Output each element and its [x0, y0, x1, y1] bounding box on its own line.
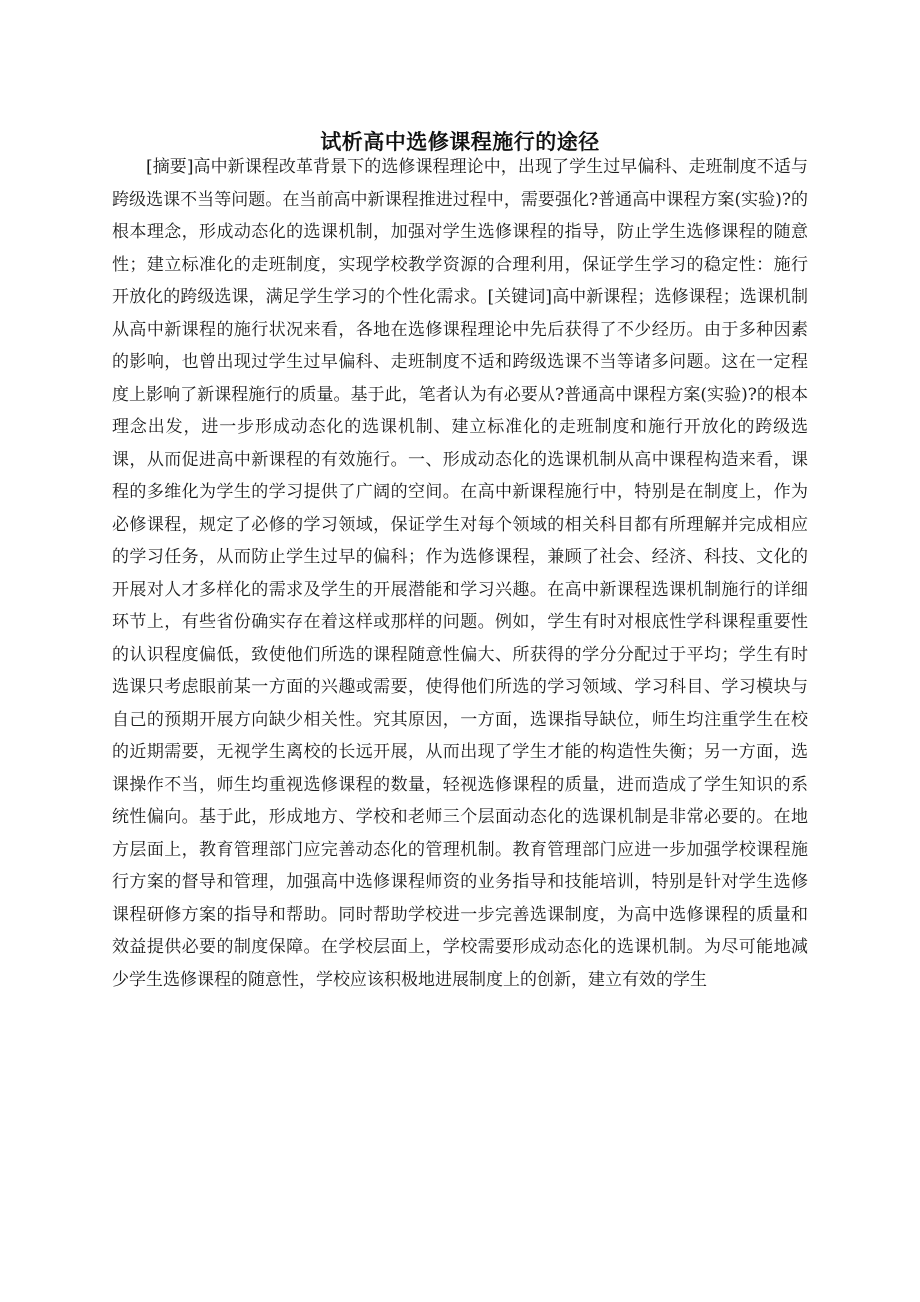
body-paragraph: [摘要]高中新课程改革背景下的选修课程理论中，出现了学生过早偏科、走班制度不适与跨级选课不当等问题。在当前高中新课程推进过程中，需要强化?普通高中课程方案(实验)?的根本理念，形成动态化的选课机制，加强对学生选修课程的指导，防止学生选修课程的随意性；建立标准化的走班制度，实现学校教学资源的合理利用，保证学生学习的稳定性：施行开放化的跨级选课，满足学生学习的个性化需求。[关键词]高中新课程；选修课程；选课机制从高中新课程的施行状况来看，各地在选修课程理论中先后获得了不少经历。由于多种因素的影响，也曾出现过学生过早偏科、走班制度不适和跨级选课不当等诸多问题。这在一定程度上影响了新课程施行的质量。基于此，笔者认为有必要从?普通高中课程方案(实验)?的根本理念出发，进一步形成动态化的选课机制、建立标准化的走班制度和施行开放化的跨级选课，从而促进高中新课程的有效施行。一、形成动态化的选课机制从高中课程构造来看，课程的多维化为学生的学习提供了广阔的空间。在高中新课程施行中，特别是在制度上，作为必修课程，规定了必修的学习领域，保证学生对每个领域的相关科目都有所理解并完成相应的学习任务，从而防止学生过早的偏科；作为选修课程，兼顾了社会、经济、科技、文化的开展对人才多样化的需求及学生的开展潜能和学习兴趣。在高中新课程选课机制施行的详细环节上，有些省份确实存在着这样或那样的问题。例如，学生有时对根底性学科课程重要性的认识程度偏低，致使他们所选的课程随意性偏大、所获得的学分分配过于平均；学生有时选课只考虑眼前某一方面的兴趣或需要，使得他们所选的学习领域、学习科目、学习模块与自己的预期开展方向缺少相关性。究其原因，一方面，选课指导缺位，师生均注重学生在校的近期需要，无视学生离校的长远开展，从而出现了学生才能的构造性失衡；另一方面，选课操作不当，师生均重视选修课程的数量，轻视选修课程的质量，进而造成了学生知识的系统性偏向。基于此，形成地方、学校和老师三个层面动态化的选课机制是非常必要的。在地方层面上，教育管理部门应完善动态化的管理机制。教育管理部门应进一步加强学校课程施行方案的督导和管理，加强高中选修课程师资的业务指导和技能培训，特别是针对学生选修课程研修方案的指导和帮助。同时帮助学校进一步完善选课制度，为高中选修课程的质量和效益提供必要的制度保障。在学校层面上，学校需要形成动态化的选课机制。为尽可能地减少学生选修课程的随意性，学校应该积极地进展制度上的创新，建立有效的学生 — [112, 157, 808, 990]
page-title: 试析高中选修课程施行的途径 — [320, 130, 600, 155]
